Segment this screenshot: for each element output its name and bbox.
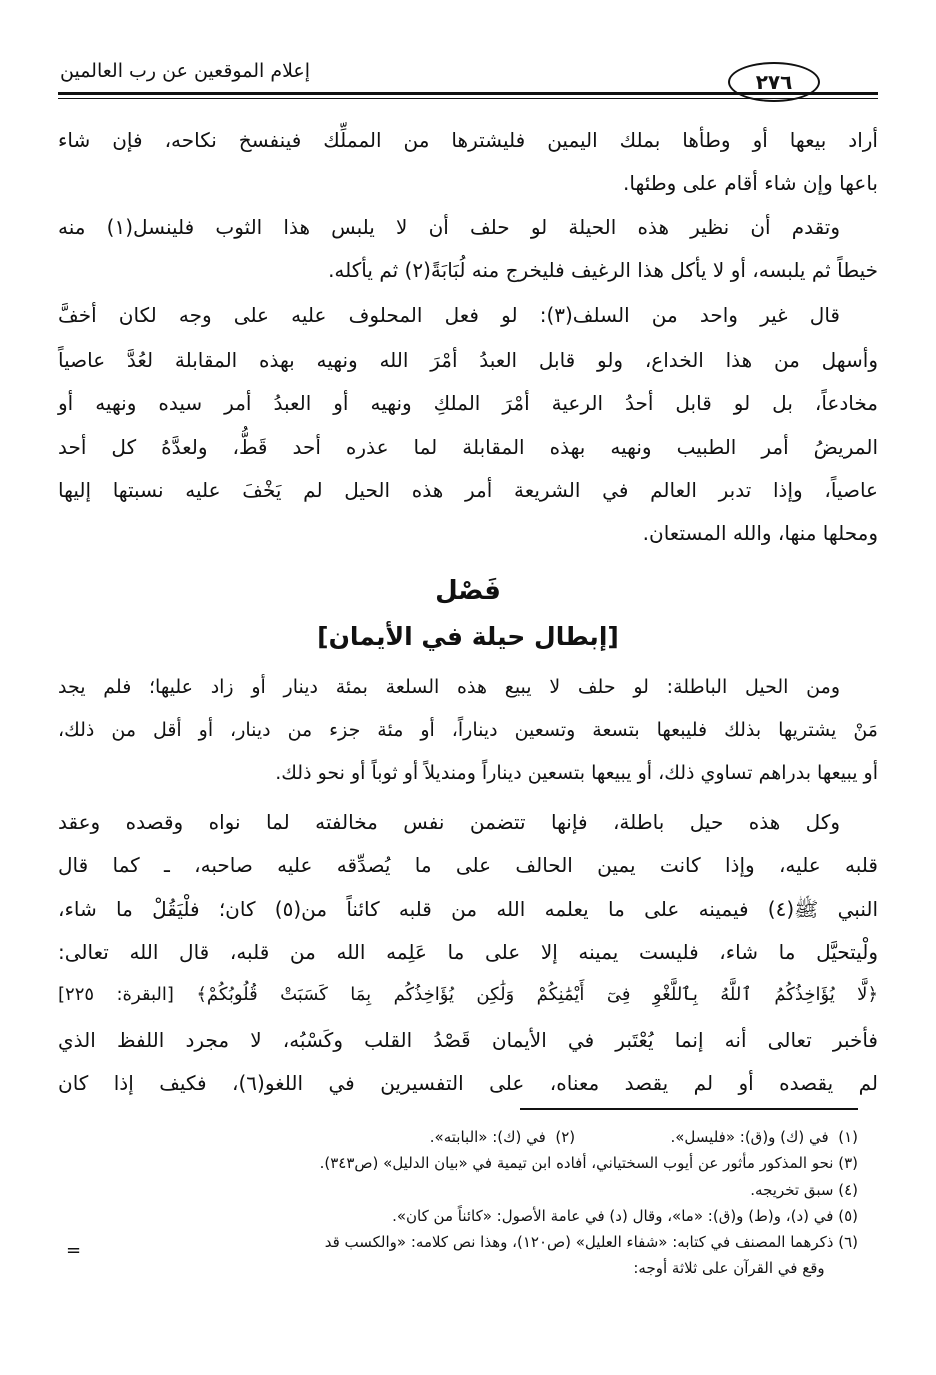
text-line: مَنْ يشتريها بذلك فليبعها بتسعة وتسعين ديناراً، أو مئة جزء من دينار، أو أقل من ذلك، [58,719,878,741]
footnote: (٦) ذكرهما المصنف في كتابه: «شفاء العليل» (ص١٢٠)، وهذا نص كلامه: «والكسب قد [324,1233,858,1251]
text-line: أراد بيعها أو وطأها بملك اليمين فليشترها من المملِّك فينفسخ نكاحه، فإن شاء [58,128,878,152]
footnote: (٤) سبق تخريجه. [750,1181,858,1199]
footnote: وقع في القرآن على ثلاثة أوجه: [633,1259,858,1277]
text-line: باعها وإن شاء أقام على وطئها. [623,171,878,195]
text-line: فأخبر تعالى أنه إنما يُعْتَبر في الأيمان قَصْدُ القلب وكَسْبُه، لا مجرد اللفظ الذي [58,1028,878,1052]
text-line: ولْيتحيَّل ما شاء، فليست يمينه إلا على ما عَلِمه الله من قلبه، قال الله تعالى: [58,940,878,964]
footnote: (٥) في (د)، و(ط) و(ق): «ما»، وقال (د) في عامة الأصول: «كائناً من كان». [392,1207,858,1225]
footnote: (٣) نحو المذكور مأثور عن أيوب السختياني، أفاده ابن تيمية في «بيان الدليل» (ص٣٤٣). [319,1154,858,1172]
text-line: وأسهل من هذا الخداع، ولو قابل العبدُ أمْرَ الله ونهيه بهذه المقابلة لعُدَّ عاصياً [58,348,878,372]
footnote: (١) في (ك) و(ق): «فليسل». (٢) في (ك): «البابته». [429,1128,858,1146]
text-line: خيطاً ثم يلبسه، أو لا يأكل هذا الرغيف فليخرج منه لُبَابَةً(٢) ثم يأكله. [328,258,878,282]
page-number: ٢٧٦ [728,62,820,102]
text-line: النبي ﷺ(٤) فيمينه على ما يعلمه الله من قلبه كائناً من(٥) كان؛ فلْيَقُلْ ما شاء، [58,897,879,921]
text-line: قلبه عليه، وإذا كانت يمين الحالف على ما يُصدِّقه عليه صاحبه، ـ كما قال [58,853,878,877]
continuation-mark: = [66,1240,82,1261]
text-line: عاصياً، وإذا تدبر العالم في الشريعة أمر هذه الحيل لم يَخْفَ عليه نسبتها إليها [58,478,878,502]
text-line: لم يقصده أو لم يقصد معناه، على التفسيرين في اللغو(٦)، فكيف إذا كان [58,1071,878,1095]
text-line: وتقدم أن نظير هذه الحيلة لو حلف أن لا يلبس هذا الثوب فلينسل(١) منه [58,215,840,239]
text-line: ومحلها منها، والله المستعان. [642,521,878,545]
header-rule [58,92,878,95]
text-line: المريضُ أمر الطبيب ونهيه بهذه المقابلة لما عذره أحد قَطُّ، ولعدَّهُ كل أحد [58,435,878,459]
text-line: مخادعاً، بل لو قابل أحدُ الرعية أمْرَ الملكِ ونهيه أو العبدُ أمر سيده ونهيه أو [58,391,878,415]
section-heading: فَصْل [435,576,501,606]
header-rule-thin [58,98,878,99]
quran-verse: ﴿لَّا يُؤَاخِذُكُمُ ٱللَّهُ بِٱللَّغْوِ فِىٓ أَيْمَٰنِكُمْ وَلَٰكِن يُؤَاخِذُكُم بِمَا كَسَبَتْ قُلُوبُكُمْ﴾ [البقرة: ٢٢٥] [58,984,878,1005]
text-line: ومن الحيل الباطلة: لو حلف لا يبيع هذه السلعة بمئة دينار أو زاد عليها؛ فلم يجد [58,676,840,698]
text-line: أو يبيعها بدراهم تساوي ذلك، أو يبيعها بتسعين ديناراً ومنديلاً أو ثوباً أو نحو ذلك. [275,762,878,784]
text-line: قال غير واحد من السلف(٣): لو فعل المحلوف عليه على وجه لكان أخفَّ [58,303,840,327]
book-title: إعلام الموقعين عن رب العالمين [60,60,311,82]
footnote-rule [520,1108,858,1110]
section-subheading: [إبطال حيلة في الأيمان] [317,622,619,651]
text-line: وكل هذه حيل باطلة، فإنها تتضمن نفس مخالفته لما نواه وقصده وعقد [58,810,840,834]
